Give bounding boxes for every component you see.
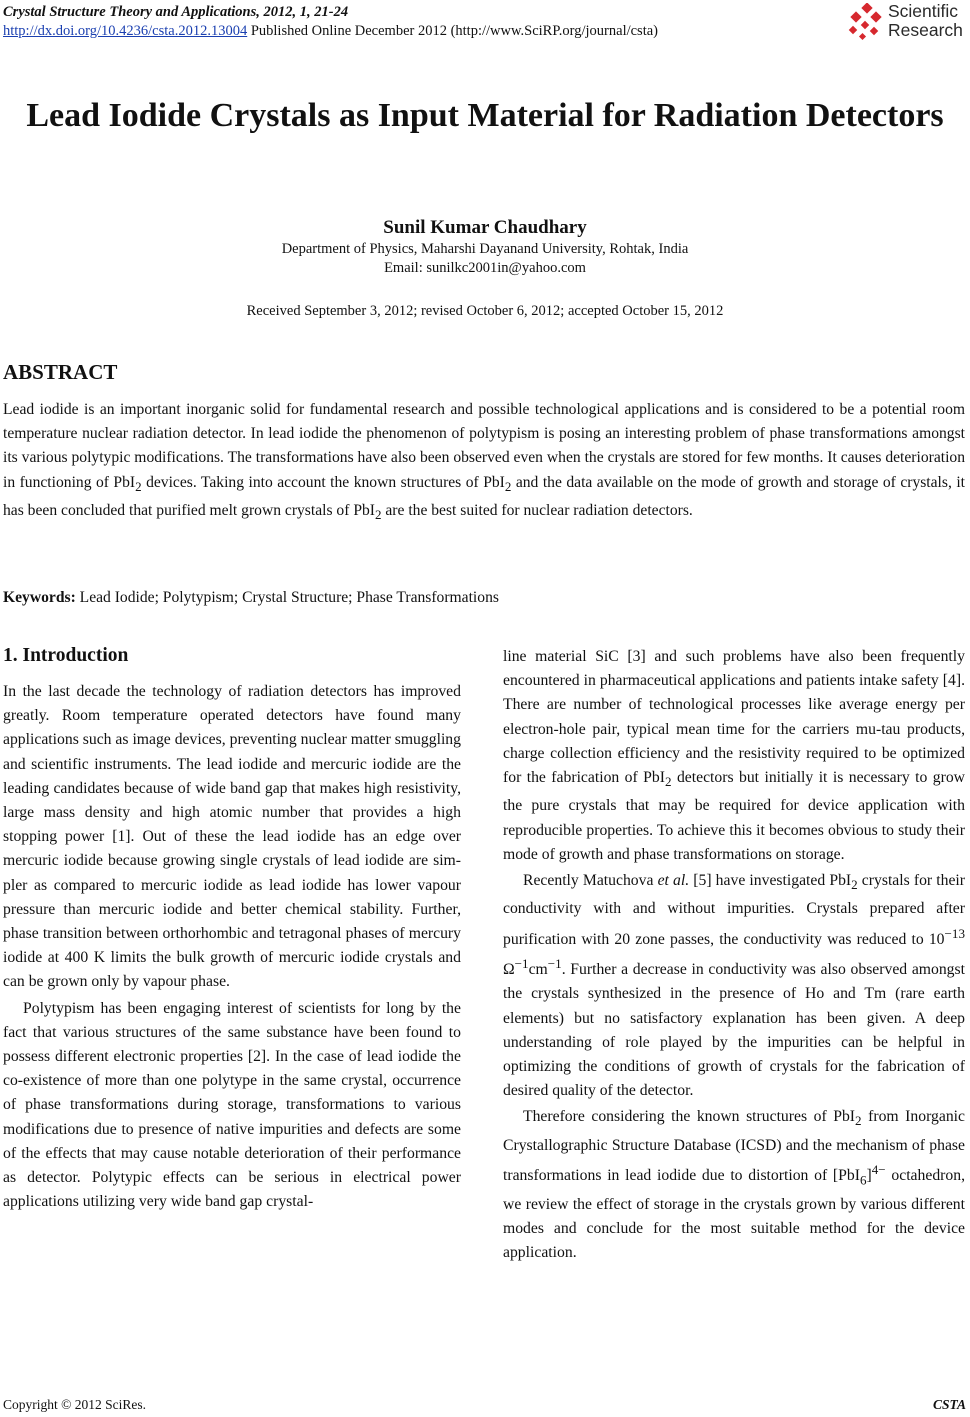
keywords-label: Keywords:	[3, 589, 76, 606]
section-heading-introduction: 1. Introduction	[3, 645, 129, 666]
paragraph: Polytypism has been engaging interest of scientists for long by the fact that various structures of the same substance have been found to possess different electronic properties [2]. In the case of lead iodide the co-existence of more than one polytype in the same crystal, occurrence of phase transformations during storage, transformations to various modifications due to presence of native impurities and defects are some of the effects that may cause notable deterioration of their performance as detector. Polytypic effects can be serious in electrical power applications utilizing very wide band gap crystal-	[3, 999, 461, 1211]
abstract-heading: ABSTRACT	[3, 360, 118, 384]
paragraph: In the last decade the technology of radiation detectors has improved greatly. Room temperature operated detectors have found many applications such as image devices, preventing nuclear matter smuggling and scientific instruments. The lead iodide and mercuric iodide are the leading candidates because of wide band gap that makes high resistivity, large mass density and high atomic number that provides a high stopping power [1]. Out of these the lead iodide has an edge over mercuric iodide because growing single crystals of lead iodide are simpler as compared to mercuric iodide as lead iodide has lower vapour pressure than mercuric iodide and better chemical stability. Further, phase transition between orthorhombic and tetragonal phases of mercury iodide at 400 K limits the bulk growth of mercuric iodide crystals and can be grown only by vapour phase.	[3, 683, 461, 991]
author-affiliation: Department of Physics, Maharshi Dayanand University, Rohtak, India	[281, 241, 689, 257]
keywords	[3, 586, 965, 610]
paper-title: Lead Iodide Crystals as Input Material for Radiation Detectors	[26, 97, 944, 134]
logo-mark-icon	[846, 3, 886, 43]
author-email: Email: sunilkc2001in@yahoo.com	[384, 260, 586, 276]
doi-line	[3, 22, 658, 40]
scientific-research-logo	[846, 2, 968, 44]
received-dates: Received September 3, 2012; revised October 6, 2012; accepted October 15, 2012	[246, 303, 724, 319]
logo-text: Scientific Research	[888, 1, 963, 40]
journal-header	[3, 3, 348, 21]
journal-volume: , 2012, 1, 21-24	[256, 4, 349, 20]
published-online: Published Online December 2012 (http://www.SciRP.org/journal/csta)	[247, 23, 658, 39]
journal-abbreviation: CSTA	[932, 1397, 966, 1412]
keywords-text: Lead Iodide; Polytypism; Crystal Structure; Phase Transformations	[75, 589, 499, 606]
paragraph: line material SiC [3] and such problems have also been frequently encountered in pharmaceutical applications and patients intake safety [4]. There are number of technological processes like average energy per electron-hole pair, typical mean time for the carriers mu-tau products, charge collection efficiency and the resistivity required to be optimized for the fabrication of PbI$_2$ detectors but initially it is necessary to grow the pure crystals that may be required for device application with reproducible properties. To achieve this it becomes obvious to study their mode of growth and phase transformations on storage.	[503, 648, 965, 863]
abstract-text: Lead iodide is an important inorganic solid for fundamental research and possible technological applications and is considered to be a potential room temperature nuclear radiation detector. In lead iodide the phenomenon of polytypism is posing an interesting problem of phase transformations amongst its various polytypic modifications. The transformations have also been observed even when the crystals are stored for few months. It causes deterioration in functioning of PbI$_2$ devices. Taking into account the known structures of PbI$_2$ and the data available on the mode of growth and storage of crystals, it has been concluded that purified melt grown crystals of PbI$_2$ are the best suited for nuclear radiation detectors.	[3, 401, 965, 523]
doi-link[interactable]: http://dx.doi.org/10.4236/csta.2012.13004	[3, 23, 248, 39]
journal-name: Crystal Structure Theory and Applications	[3, 4, 257, 20]
left-column	[3, 680, 461, 1214]
right-column	[503, 645, 965, 1265]
copyright-notice: Copyright © 2012 SciRes.	[3, 1397, 147, 1412]
paragraph: Recently Matuchova et al. [5] have investigated PbI$_2$ crystals for their conductivity with and without impurities. Crystals prepared after purification with 20 zone passes, the conductivity was reduced to $10^{-13}$ $\Omega^{-1}cm^{-1}$. Further a decrease in conductivity was also observed amongst the crystals synthesized in the presence of Ho and Tm (rare earth elements) but no satisfactory explanation has been given. A deep understanding of role played by the impurities can be helpful in optimizing the conditions of growth of crystals for the fabrication of desired quality of the detector.	[503, 871, 966, 1100]
author-name: Sunil Kumar Chaudhary	[383, 217, 587, 238]
paragraph: Therefore considering the known structures of PbI$_2$ from Inorganic Crystallographic Structure Database (ICSD) and the mechanism of phase transformations in lead iodide due to distortion of $[PbI_6]^{4-}$ octahedron, we review the effect of storage in the crystals grown by various different modes and conclude for the most suitable method for the device application.	[503, 1108, 966, 1261]
